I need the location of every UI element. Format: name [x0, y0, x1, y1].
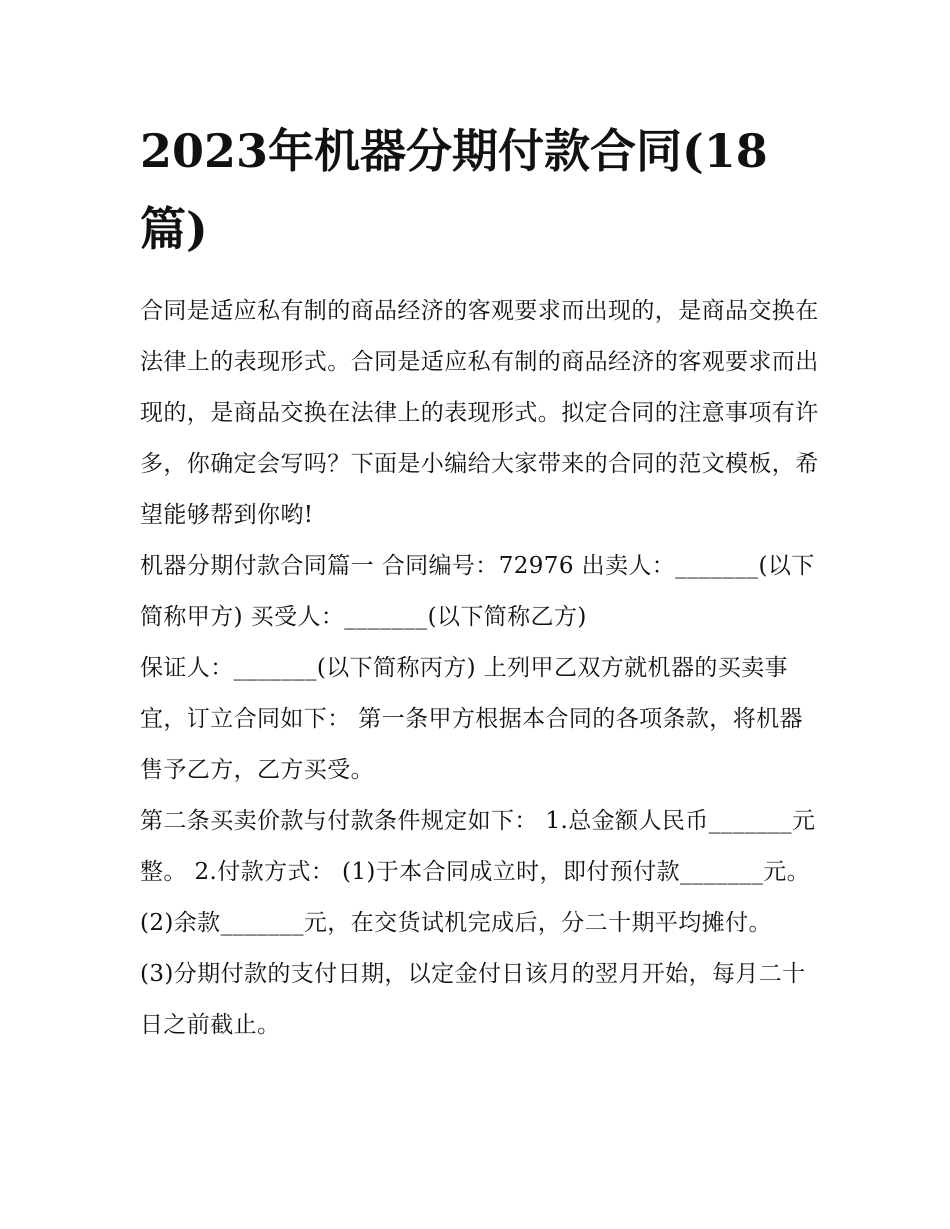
payment-date-paragraph: (3)分期付款的支付日期，以定金付日该月的翌月开始，每月二十日之前截止。 [140, 961, 806, 1038]
intro-paragraph: 合同是适应私有制的商品经济的客观要求而出现的，是商品交换在法律上的表现形式。合同是适应私有制的商品经济的客观要求而出现的，是商品交换在法律上的表现形式。拟定合同的注意事项有许多，你确定会写吗？下面是小编给大家带来的合同的范文模板，希望能够帮到你哟! [140, 298, 819, 528]
article-two-paragraph: 第二条买卖价款与付款条件规定如下： 1.总金额人民币_______元整。 2.付款方式： (1)于本合同成立时，即付预付款_______元。 [140, 808, 816, 885]
balance-paragraph: (2)余款_______元，在交货试机完成后，分二十期平均摊付。 [140, 910, 772, 936]
guarantor-paragraph: 保证人：_______(以下简称丙方) 上列甲乙双方就机器的买卖事宜，订立合同如下： 第一条甲方根据本合同的各项条款，将机器售予乙方，乙方买受。 [140, 655, 803, 783]
contract-header-paragraph: 机器分期付款合同篇一 合同编号：72976 出卖人：_______(以下简称甲方) 买受人：_______(以下简称乙方) [140, 553, 815, 630]
document-title: 2023年机器分期付款合同(18篇) [140, 124, 768, 256]
document-page [140, 112, 820, 1051]
